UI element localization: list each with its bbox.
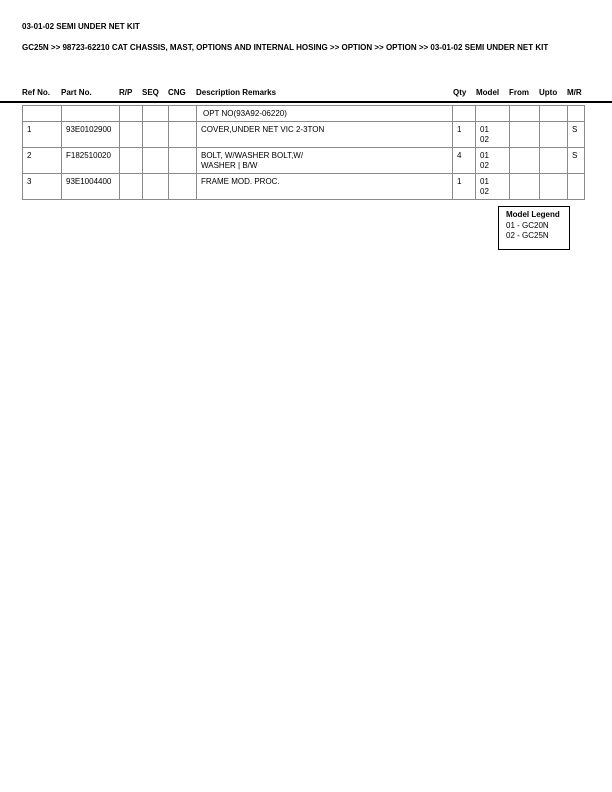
from — [510, 174, 540, 200]
header-cng: CNG — [168, 88, 186, 97]
rp-cell — [120, 122, 143, 148]
table-row — [23, 148, 585, 174]
rp-cell — [120, 148, 143, 174]
header-description: Description Remarks — [196, 88, 277, 97]
cng-cell — [169, 122, 197, 148]
seq-cell — [143, 122, 169, 148]
legend-item: 02 - GC25N — [506, 231, 549, 240]
parts-table — [22, 105, 585, 200]
part-no: 93E0102900 — [62, 122, 120, 148]
seq-cell — [143, 174, 169, 200]
header-seq: SEQ — [142, 88, 159, 97]
ref-no: 2 — [23, 148, 62, 174]
description: BOLT, W/WASHER BOLT,W/ WASHER | B/W — [197, 148, 453, 174]
table-row — [23, 174, 585, 200]
from — [510, 148, 540, 174]
header-mr: M/R — [567, 88, 582, 97]
upto — [540, 174, 568, 200]
model: 01 02 — [476, 122, 510, 148]
header-divider — [0, 101, 612, 103]
breadcrumb: GC25N >> 98723-62210 CAT CHASSIS, MAST, OPTIONS AND INTERNAL HOSING >> OPTION >> OPTION >> 03-01-02 SEMI UNDER NET KIT — [22, 43, 549, 52]
part-no: 93E1004400 — [62, 174, 120, 200]
mr — [568, 174, 585, 200]
option-number: OPT NO(93A92-06220) — [197, 106, 453, 122]
from — [510, 122, 540, 148]
cng-cell — [169, 174, 197, 200]
model: 01 02 — [476, 174, 510, 200]
cng-cell — [169, 148, 197, 174]
model: 01 02 — [476, 148, 510, 174]
header-model: Model — [476, 88, 500, 97]
mr: S — [568, 148, 585, 174]
header-rp: R/P — [119, 88, 133, 97]
header-ref-no: Ref No. — [22, 88, 50, 97]
qty: 4 — [453, 148, 476, 174]
page-title: 03-01-02 SEMI UNDER NET KIT — [22, 22, 140, 31]
mr: S — [568, 122, 585, 148]
header-qty: Qty — [453, 88, 467, 97]
header-upto: Upto — [539, 88, 558, 97]
ref-no: 3 — [23, 174, 62, 200]
qty: 1 — [453, 122, 476, 148]
part-no: F182510020 — [62, 148, 120, 174]
header-part-no: Part No. — [61, 88, 92, 97]
legend-item: 01 - GC20N — [506, 221, 549, 230]
ref-no: 1 — [23, 122, 62, 148]
qty: 1 — [453, 174, 476, 200]
table-row — [23, 122, 585, 148]
header-from: From — [509, 88, 529, 97]
upto — [540, 148, 568, 174]
description: FRAME MOD. PROC. — [197, 174, 453, 200]
description: COVER,UNDER NET VIC 2-3TON — [197, 122, 453, 148]
model-legend — [498, 206, 570, 250]
legend-title: Model Legend — [506, 210, 560, 219]
option-row — [23, 106, 585, 122]
seq-cell — [143, 148, 169, 174]
upto — [540, 122, 568, 148]
rp-cell — [120, 174, 143, 200]
